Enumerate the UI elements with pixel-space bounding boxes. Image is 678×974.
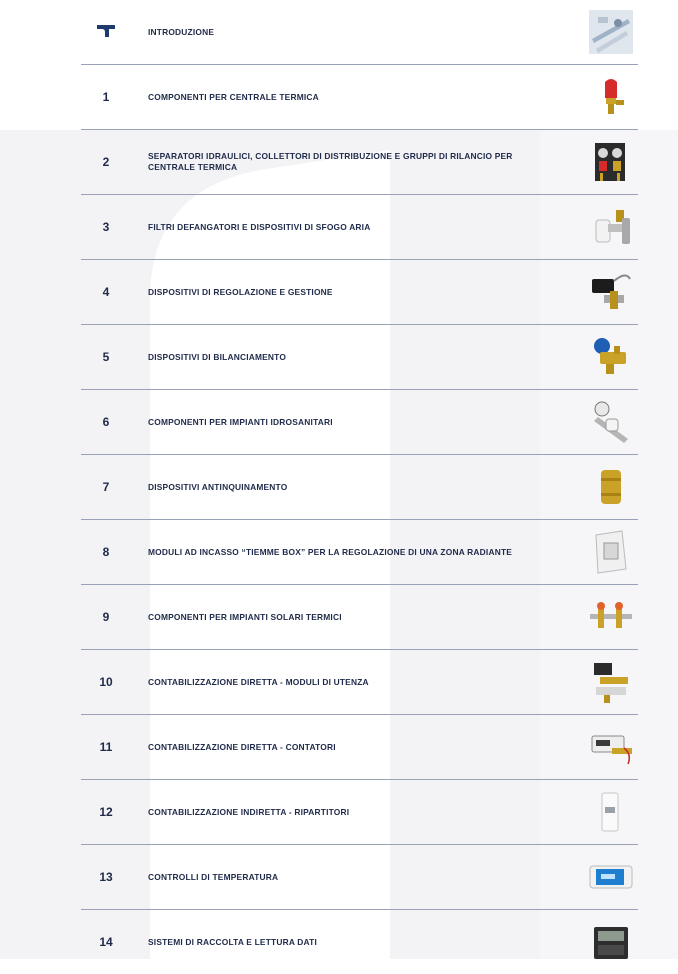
chapter-number: 8	[102, 545, 110, 559]
wall-box-icon	[588, 529, 634, 575]
chapter-title: MODULI AD INCASSO “TIEMME BOX” PER LA REGOLAZIONE DI UNA ZONA RADIANTE	[148, 546, 513, 557]
chapter-number: 9	[102, 610, 110, 624]
toc-row-10[interactable]	[81, 650, 638, 715]
chapter-title: CONTROLLI DI TEMPERATURA	[148, 871, 279, 882]
user-module-icon	[588, 659, 634, 705]
table-of-contents	[81, 0, 638, 974]
toc-row-1[interactable]	[81, 65, 638, 130]
toc-row-6[interactable]	[81, 390, 638, 455]
toc-row-13[interactable]	[81, 845, 638, 910]
chapter-title: SEPARATORI IDRAULICI, COLLETTORI DI DISTRIBUZIONE E GRUPPI DI RILANCIO PER CENTRALE TERMICA	[148, 151, 513, 172]
toc-title: INTRODUZIONE	[148, 26, 215, 37]
toc-row-intro[interactable]	[81, 0, 638, 65]
safety-valve-icon	[588, 74, 634, 120]
chapter-title: DISPOSITIVI DI BILANCIAMENTO	[148, 351, 287, 362]
toc-row-9[interactable]	[81, 585, 638, 650]
chapter-title: CONTABILIZZAZIONE DIRETTA - CONTATORI	[148, 741, 336, 752]
toc-row-7[interactable]	[81, 455, 638, 520]
toc-row-5[interactable]	[81, 325, 638, 390]
chapter-number: 2	[102, 155, 110, 169]
toc-row-3[interactable]	[81, 195, 638, 260]
chapter-title: CONTABILIZZAZIONE INDIRETTA - RIPARTITORI	[148, 806, 350, 817]
chapter-number: 5	[102, 350, 110, 364]
toc-row-14[interactable]	[81, 910, 638, 974]
data-concentrator-icon	[588, 919, 634, 965]
chapter-title: SISTEMI DI RACCOLTA E LETTURA DATI	[148, 936, 318, 947]
toc-row-12[interactable]	[81, 780, 638, 845]
check-valve-icon	[588, 464, 634, 510]
pressure-reducer-icon	[588, 399, 634, 445]
chapter-number: 12	[99, 805, 113, 819]
dirt-separator-icon	[588, 204, 634, 250]
toc-row-11[interactable]	[81, 715, 638, 780]
chapter-number: 14	[99, 935, 113, 949]
chapter-title: FILTRI DEFANGATORI E DISPOSITIVI DI SFOGO ARIA	[148, 221, 371, 232]
chapter-title: CONTABILIZZAZIONE DIRETTA - MODULI DI UTENZA	[148, 676, 369, 687]
heat-meter-icon	[588, 724, 634, 770]
chapter-title: COMPONENTI PER CENTRALE TERMICA	[148, 91, 319, 102]
chapter-number: 1	[102, 90, 110, 104]
chapter-title: COMPONENTI PER IMPIANTI IDROSANITARI	[148, 416, 333, 427]
chapter-title: COMPONENTI PER IMPIANTI SOLARI TERMICI	[148, 611, 342, 622]
chapter-number: 6	[102, 415, 110, 429]
tiemme-logo-icon	[81, 23, 131, 42]
chapter-title: DISPOSITIVI ANTINQUINAMENTO	[148, 481, 288, 492]
chapter-number: 11	[99, 740, 113, 754]
chapter-number: 4	[102, 285, 110, 299]
chapter-number: 13	[99, 870, 113, 884]
chapter-number: 10	[99, 675, 113, 689]
toc-row-8[interactable]	[81, 520, 638, 585]
chapter-number: 3	[102, 220, 110, 234]
zone-valve-icon	[588, 269, 634, 315]
chapter-title: DISPOSITIVI DI REGOLAZIONE E GESTIONE	[148, 286, 333, 297]
intro-photo-icon	[588, 9, 634, 55]
toc-row-2[interactable]	[81, 130, 638, 195]
pump-group-icon	[588, 139, 634, 185]
chapter-number: 7	[102, 480, 110, 494]
solar-valves-icon	[588, 594, 634, 640]
heat-cost-allocator-icon	[588, 789, 634, 835]
toc-row-4[interactable]	[81, 260, 638, 325]
thermostat-icon	[588, 854, 634, 900]
balancing-valve-icon	[588, 334, 634, 380]
